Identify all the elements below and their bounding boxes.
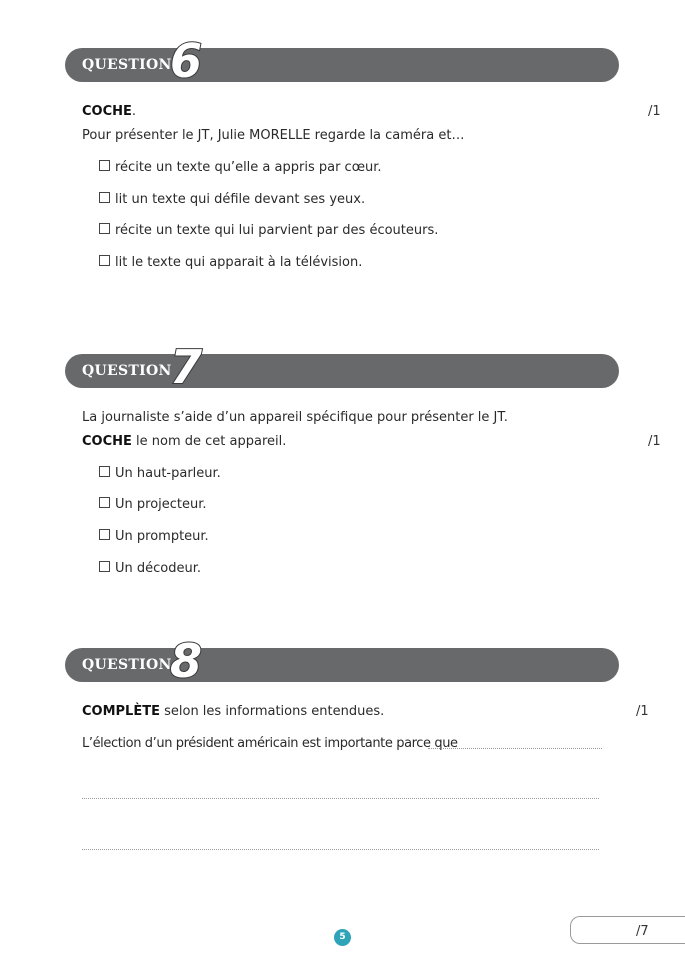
question-6-prompt: Pour présenter le JT, Julie MORELLE regarde la caméra et… — [82, 128, 465, 143]
question-6-score: /1 — [648, 104, 661, 119]
question-7-number: 7 — [170, 340, 203, 394]
question-8-instruction — [82, 704, 384, 720]
question-8-number: 8 — [170, 634, 203, 688]
checkbox[interactable] — [99, 192, 110, 203]
question-7-prompt: La journaliste s’aide d’un appareil spécifique pour présenter le JT. — [82, 410, 508, 425]
checkbox[interactable] — [99, 255, 110, 266]
checkbox[interactable] — [99, 497, 110, 508]
question-7-instruction-verb: COCHE — [82, 434, 132, 449]
answer-line-3[interactable] — [82, 849, 599, 850]
total-score-box — [570, 916, 685, 944]
option-label: lit le texte qui apparait à la télévision. — [115, 255, 363, 270]
question-7-label: QUESTION — [82, 363, 172, 379]
question-7-instruction-rest: le nom de cet appareil. — [131, 434, 287, 449]
option-label: Un projecteur. — [115, 497, 207, 512]
checkbox[interactable] — [99, 466, 110, 477]
question-7-option-4[interactable] — [99, 561, 201, 577]
page-number-badge: 5 — [334, 929, 351, 946]
question-6-option-3[interactable] — [99, 223, 438, 239]
question-6-instruction-rest: . — [131, 104, 137, 119]
question-8-instruction-rest: selon les informations entendues. — [159, 704, 385, 719]
question-6-number: 6 — [170, 34, 203, 88]
question-6-instruction-verb: COCHE — [82, 104, 132, 119]
question-6-label: QUESTION — [82, 57, 172, 73]
question-8-score: /1 — [636, 704, 649, 719]
checkbox[interactable] — [99, 561, 110, 572]
question-7-score: /1 — [648, 434, 661, 449]
checkbox[interactable] — [99, 160, 110, 171]
answer-line-1[interactable] — [428, 748, 602, 749]
answer-line-2[interactable] — [82, 798, 599, 799]
question-6-instruction — [82, 104, 136, 120]
option-label: lit un texte qui défile devant ses yeux. — [115, 192, 366, 207]
option-label: récite un texte qu’elle a appris par cœur. — [115, 160, 382, 175]
question-6-option-4[interactable] — [99, 255, 362, 271]
question-7-header — [65, 340, 619, 394]
total-score: /7 — [636, 924, 649, 939]
question-6-option-2[interactable] — [99, 192, 365, 208]
option-label: Un haut-parleur. — [115, 466, 221, 481]
question-8-sentence: L’élection d’un président américain est importante parce que — [82, 736, 458, 751]
option-label: Un prompteur. — [115, 529, 209, 544]
option-label: Un décodeur. — [115, 561, 202, 576]
question-7-option-1[interactable] — [99, 466, 221, 482]
option-label: récite un texte qui lui parvient par des écouteurs. — [115, 223, 439, 238]
question-8-instruction-verb: COMPLÈTE — [82, 704, 160, 719]
question-8-label: QUESTION — [82, 657, 172, 673]
question-7-option-2[interactable] — [99, 497, 207, 513]
question-7-option-3[interactable] — [99, 529, 209, 545]
question-7-instruction — [82, 434, 286, 450]
question-6-header — [65, 34, 619, 88]
question-8-header — [65, 634, 619, 688]
checkbox[interactable] — [99, 529, 110, 540]
checkbox[interactable] — [99, 223, 110, 234]
question-6-option-1[interactable] — [99, 160, 382, 176]
